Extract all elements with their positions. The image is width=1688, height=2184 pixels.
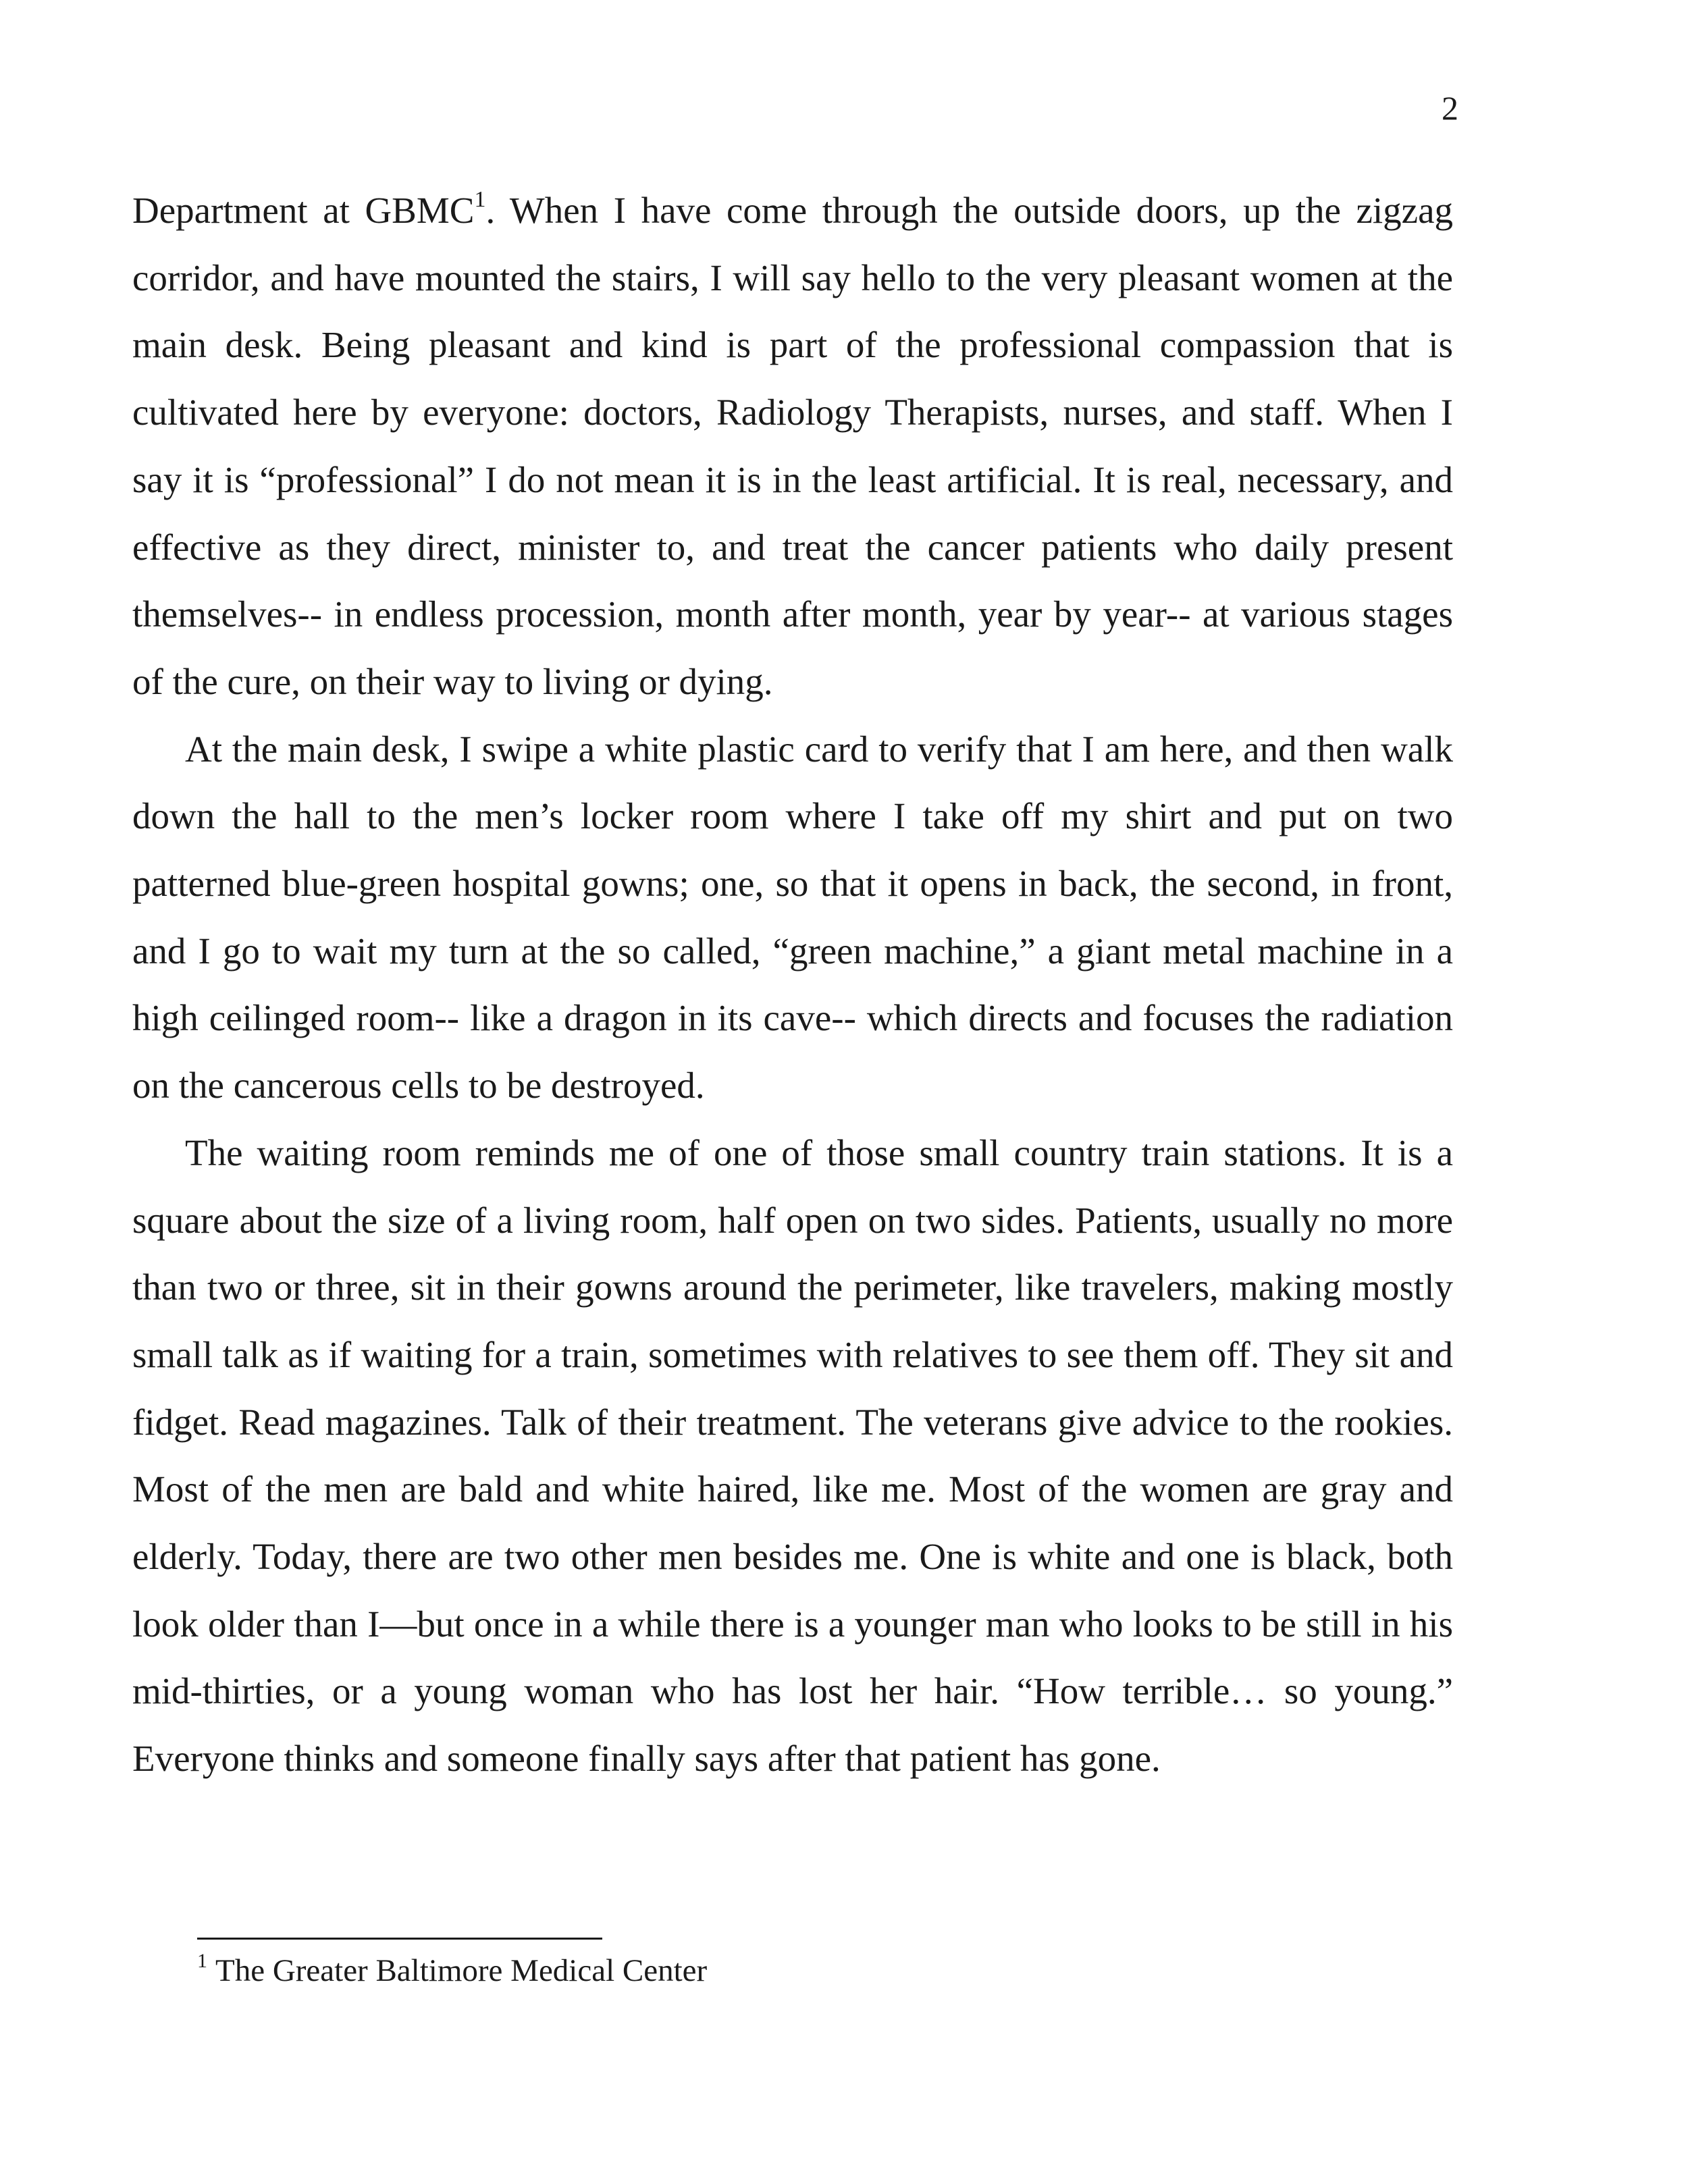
footnote-mark: 1 bbox=[197, 1950, 207, 1972]
paragraph-1-text: . When I have come through the outside doors, up the zigzag corridor, and have mounted the stairs, I will say hello to the very pleasant women at the main desk. Being pleasant and kind is part of the professional compassion that is cultivated here by everyone: doctors, Radiology Therapists, nurses, and staff. When I say it is “professional” I do not mean it is in the least artificial. It is real, necessary, and effective as they direct, minister to, and treat the cancer patients who daily present themselves-- in endless procession, month after month, year by year-- at various stages of the cure, on their way to living or dying. bbox=[132, 190, 1454, 702]
page-number: 2 bbox=[1442, 89, 1458, 127]
paragraph-3: The waiting room reminds me of one of those small country train stations. It is a square about the size of a living room, half open on two sides. Patients, usually no more than two or three, sit in their gowns around the perimeter, like travelers, making mostly small talk as if waiting for a train, sometimes with relatives to see them off. They sit and fidget. Read magazines. Talk of their treatment. The veterans give advice to the rookies. Most of the men are bald and white haired, like me. Most of the women are gray and elderly. Today, there are two other men besides me. One is white and one is black, both look older than I—but once in a while there is a younger man who looks to be still in his mid-thirties, or a young woman who has lost her hair. “How terrible… so young.” Everyone thinks and someone finally says after that patient has gone. bbox=[132, 1131, 1453, 1780]
paragraph-2: At the main desk, I swipe a white plastic card to verify that I am here, and then walk down the hall to the men’s locker room where I take off my shirt and put on two patterned blue-green hospital gowns; one, so that it opens in back, the second, in front, and I go to wait my turn at the so called, “green machine,” a giant metal machine in a high ceilinged room-- like a dragon in its cave-- which directs and focuses the radiation on the cancerous cells to be destroyed. bbox=[132, 728, 1453, 1107]
paragraph-1 bbox=[132, 177, 1453, 716]
body-text bbox=[132, 177, 1453, 1792]
paragraph-1-lead: Department at GBMC bbox=[132, 190, 475, 231]
footnote-reference: 1 bbox=[474, 187, 486, 212]
footnote-text: The Greater Baltimore Medical Center bbox=[215, 1953, 708, 1988]
footnote bbox=[197, 1948, 1210, 1993]
footnote-divider bbox=[197, 1938, 602, 1940]
